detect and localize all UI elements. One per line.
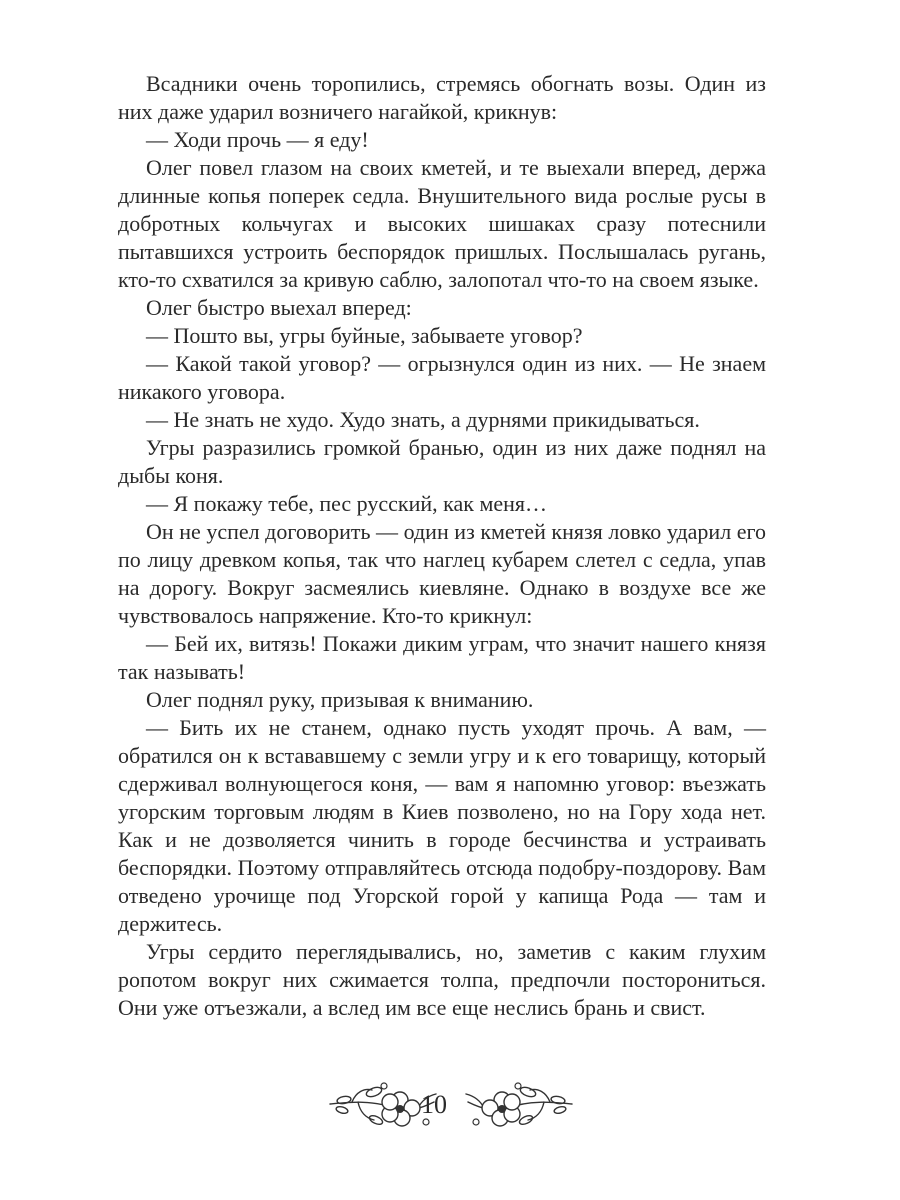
flower-branch-icon	[460, 1078, 580, 1134]
page-body	[118, 70, 766, 1022]
paragraph: Олег поднял руку, призывая к вниманию.	[146, 687, 534, 712]
paragraph: — Какой такой уговор? — огрызнулся один из них. — Не знаем никакого уговора.	[118, 351, 766, 404]
paragraph: — Я покажу тебе, пес русский, как меня…	[146, 491, 548, 516]
paragraph: — Ходи прочь — я еду!	[146, 127, 369, 152]
paragraph: Он не успел договорить — один из кметей князя ловко ударил его по лицу древком копья, так что наглец кубарем слетел с седла, упав на дорогу. Вокруг засмеялись киевляне. Однако в воздухе все же чувствовалось напряжение. Кто-то крикнул:	[118, 519, 766, 628]
paragraph: Угры разразились громкой бранью, один из них даже поднял на дыбы коня.	[118, 435, 766, 488]
paragraph: Олег быстро выехал вперед:	[146, 295, 412, 320]
paragraph: — Бей их, витязь! Покажи диким уграм, что значит нашего князя так называть!	[118, 631, 766, 684]
paragraph: Угры сердито переглядывались, но, заметив с каким глухим ропотом вокруг них сжимается толпа, предпочли посторониться. Они уже отъезжали, а вслед им все еще неслись брань и свист.	[118, 939, 766, 1020]
paragraph: Олег повел глазом на своих кметей, и те выехали вперед, держа длинные копья поперек седла. Внушительного вида рослые русы в добротных кольчугах и высоких шишаках сразу потеснили пытавшихся устроить беспорядок пришлых. Послышалась ругань, кто-то схватился за кривую саблю, залопотал что-то на своем языке.	[118, 155, 766, 292]
page-number: 10	[421, 1090, 447, 1119]
paragraph: Всадники очень торопились, стремясь обогнать возы. Один из них даже ударил возничего нагайкой, крикнув:	[118, 71, 766, 124]
page-footer	[0, 1070, 900, 1140]
paragraph: — Бить их не станем, однако пусть уходят прочь. А вам, — обратился он к встававшему с земли угру и к его товарищу, который сдерживал волнующегося коня, — вам я напомню уговор: въезжать угорским торговым людям в Киев позволено, но на Гору хода нет. Как и не дозволяется чинить в городе бесчинства и устраивать беспорядки. Поэтому отправляйтесь отсюда подобру-поздорову. Вам отведено урочище под Угорской горой у капища Рода — там и держитесь.	[118, 715, 766, 936]
paragraph: — Пошто вы, угры буйные, забываете уговор?	[146, 323, 583, 348]
paragraph: — Не знать не худо. Худо знать, а дурнями прикидываться.	[146, 407, 700, 432]
